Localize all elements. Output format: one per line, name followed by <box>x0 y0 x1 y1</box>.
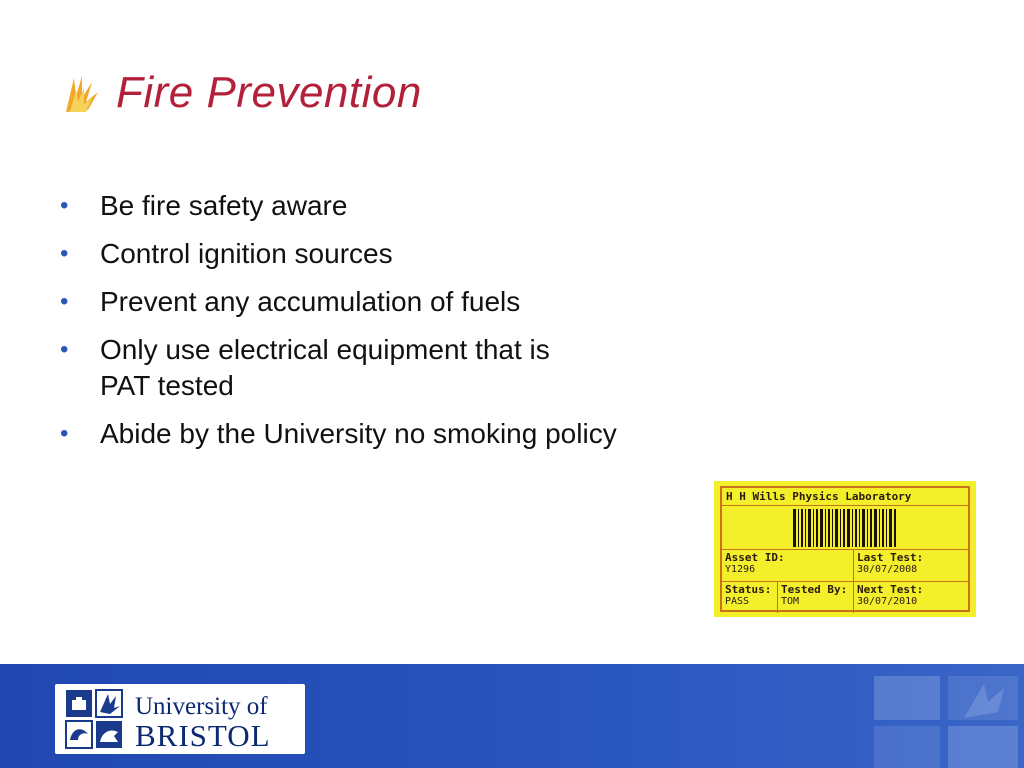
pat-label-row <box>722 550 968 582</box>
next-test-cell <box>854 582 968 613</box>
last-test-label: Last Test: <box>857 551 924 564</box>
slide-footer <box>0 664 1024 768</box>
tested-by-label: Tested By: <box>781 583 848 596</box>
slide-header <box>60 68 422 118</box>
status-cell <box>722 582 778 613</box>
bullet-text: Abide by the University no smoking policy <box>100 418 617 449</box>
bullet-item <box>60 234 760 274</box>
logo-text-line2: BRISTOL <box>135 718 271 753</box>
bullet-icon: • <box>60 240 69 267</box>
asset-id-label: Asset ID: <box>725 551 785 564</box>
bullet-text-continued: PAT tested <box>100 370 234 401</box>
bullet-list <box>60 186 760 462</box>
bullet-icon: • <box>60 288 69 315</box>
crest-watermark-icon <box>864 668 1024 768</box>
pat-label-frame <box>720 486 970 612</box>
tested-by-value: TOM <box>781 596 800 607</box>
pat-test-label <box>714 481 976 617</box>
bullet-item <box>60 186 760 226</box>
last-test-value: 30/07/2008 <box>857 564 918 575</box>
logo-text-line1: University of <box>135 693 268 720</box>
pat-label-row <box>722 582 968 613</box>
bullet-text: Be fire safety aware <box>100 190 348 221</box>
last-test-cell <box>854 550 968 581</box>
bullet-icon: • <box>60 420 69 447</box>
bullet-item <box>60 414 760 454</box>
pat-label-header: H H Wills Physics Laboratory <box>722 488 968 506</box>
status-value: PASS <box>725 596 750 607</box>
bullet-item <box>60 282 760 322</box>
next-test-value: 30/07/2010 <box>857 596 918 607</box>
asset-id-value: Y1296 <box>725 564 756 575</box>
barcode <box>722 506 968 550</box>
bullet-icon: • <box>60 336 69 363</box>
bullet-text: Control ignition sources <box>100 238 393 269</box>
slide-title: Fire Prevention <box>116 68 422 117</box>
bullet-icon: • <box>60 192 69 219</box>
bullet-item <box>60 330 760 406</box>
barcode-icon <box>793 509 897 547</box>
bullet-text: Prevent any accumulation of fuels <box>100 286 521 317</box>
next-test-label: Next Test: <box>857 583 924 596</box>
flame-icon <box>60 72 102 114</box>
tested-by-cell <box>778 582 854 613</box>
university-logo <box>55 684 305 754</box>
status-label: Status: <box>725 583 772 596</box>
asset-id-cell <box>722 550 854 581</box>
bullet-text: Only use electrical equipment that is <box>100 334 550 365</box>
university-crest-icon <box>64 688 124 750</box>
